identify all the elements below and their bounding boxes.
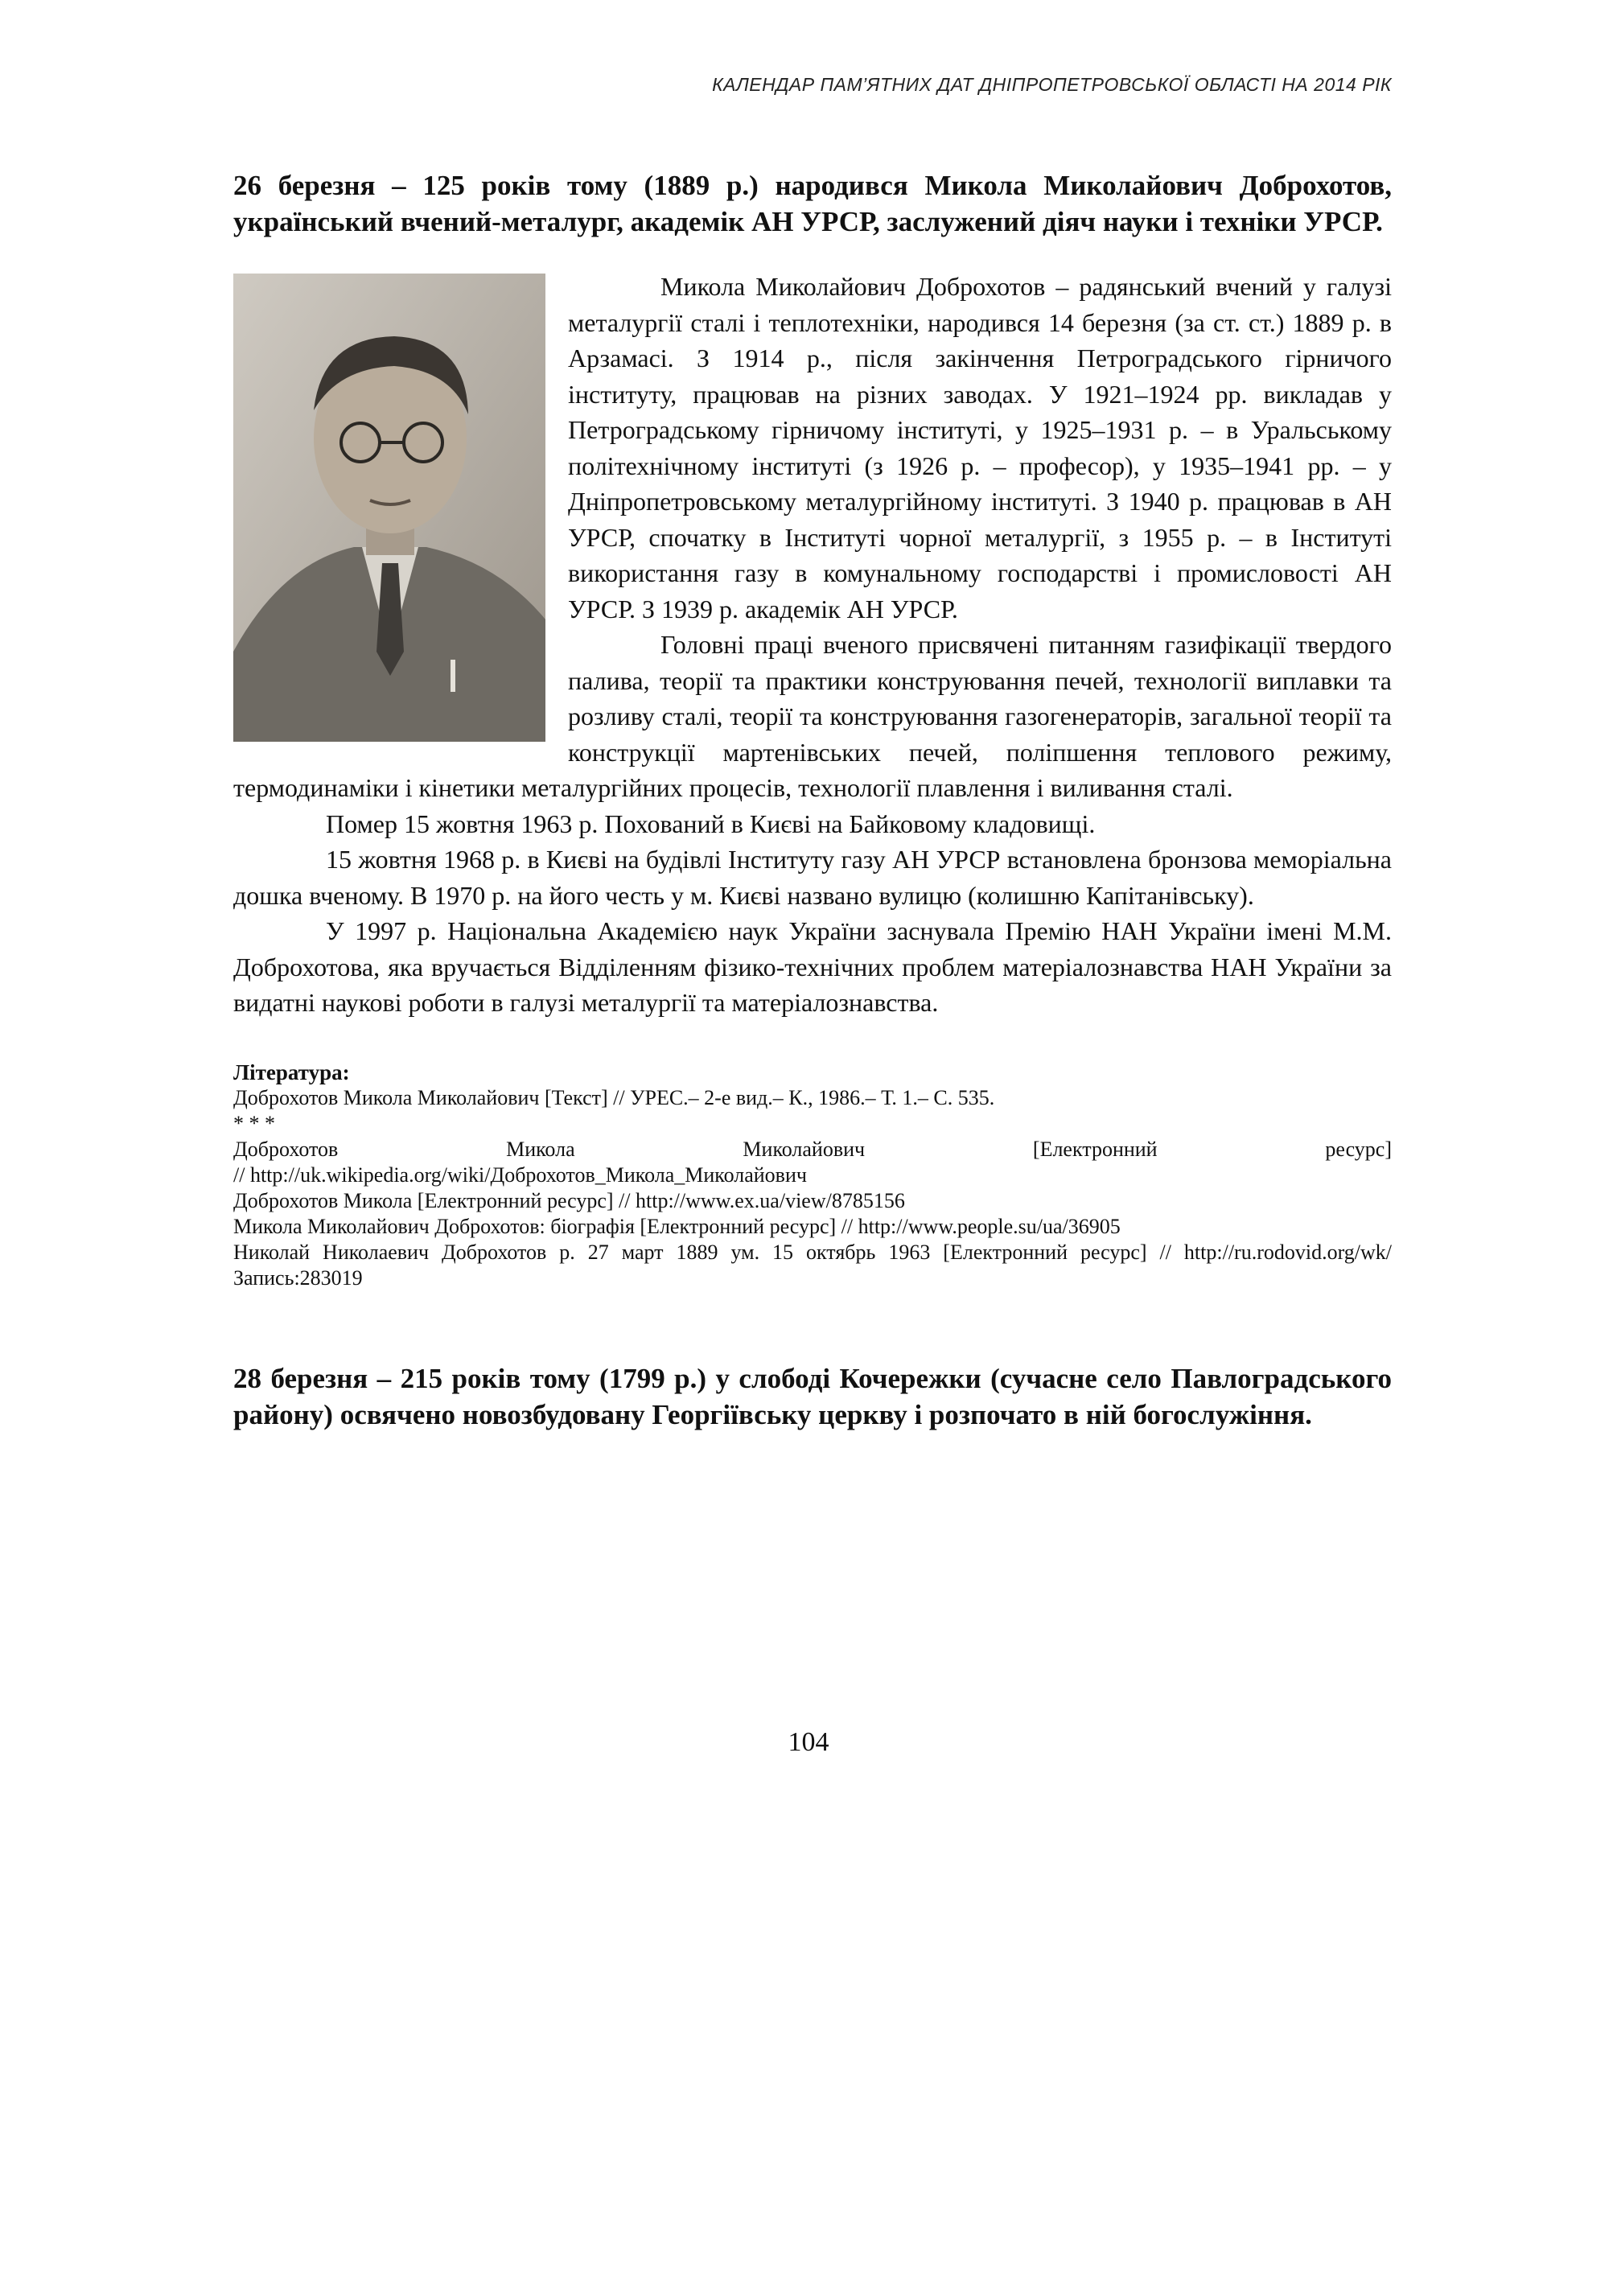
literature-item: Микола Миколайович Доброхотов: біографія [Електронний ресурс] // http://www.people.su/ua/36905: [233, 1214, 1121, 1238]
portrait-photo: [233, 274, 545, 742]
literature-section: [233, 1060, 1392, 1291]
page-number: 104: [788, 1727, 829, 1757]
biography-body: [233, 269, 1392, 1021]
running-header: КАЛЕНДАР ПАМ’ЯТНИХ ДАТ ДНІПРОПЕТРОВСЬКОЇ ОБЛАСТІ НА 2014 РІК: [712, 74, 1392, 95]
event-heading-dobrokhotov: 26 березня – 125 років тому (1889 р.) народився Микола Миколайович Доброхотов, український вчений-металург, академік АН УРСР, заслужений діяч науки і техніки УРСР.: [233, 170, 1392, 237]
portrait-image: [233, 274, 545, 742]
literature-separator: * * *: [233, 1111, 275, 1135]
biography-paragraph-5: У 1997 р. Національна Академією наук України заснувала Премію НАН України імені М.М. Доброхотова, яка вручається Відділенням фізико-технічних проблем матеріалознавства НАН України за видатні наукові роботи в галузі металургії та матеріалознавства.: [233, 916, 1392, 1017]
biography-paragraph-4: 15 жовтня 1968 р. в Києві на будівлі Інституту газу АН УРСР встановлена бронзова меморіальна дошка вченому. В 1970 р. на його честь у м. Києві названо вулицю (колишню Капітанівську).: [233, 845, 1392, 910]
literature-item: Доброхотов Микола Миколайович [Електронний ресурс]: [233, 1137, 1392, 1161]
biography-paragraph-1: Микола Миколайович Доброхотов – радянський вчений у галузі металургії сталі і теплотехніки, народився 14 березня (за ст. ст.) 1889 р. в Арзамасі. З 1914 р., після закінчення Петроградського гірничого інституту, працював на різних заводах. У 1921–1924 рр. викладав у Петроградському гірничому інституті, у 1925–1931 р. – в Уральському політехнічному інституті (з 1926 р. – професор), у 1935–1941 рр. – у Дніпропетровському металургійному інституті. З 1940 р. працював в АН УРСР, спочатку в Інституті чорної металургії, з 1955 р. – в Інституті використання газу в комунальному господарстві і промисловості АН УРСР. З 1939 р. академік АН УРСР.: [568, 272, 1392, 623]
literature-item: Доброхотов Микола Миколайович [Текст] // УРЕС.– 2-е вид.– К., 1986.– Т. 1.– С. 535.: [233, 1085, 995, 1109]
biography-paragraph-3: Помер 15 жовтня 1963 р. Похований в Києві на Байковому кладовищі.: [326, 809, 1096, 838]
event-heading-kocherezhky-church: 28 березня – 215 років тому (1799 р.) у слободі Кочережки (сучасне село Павлоградського району) освячено новозбудовану Георгіївську церкву і розпочато в ній богослужіння.: [233, 1362, 1392, 1430]
literature-item-link: // http://uk.wikipedia.org/wiki/Доброхотов_Микола_Миколайович: [233, 1162, 807, 1187]
page-content: [233, 167, 1392, 1433]
literature-item: Доброхотов Микола [Електронний ресурс] // http://www.ex.ua/view/8785156: [233, 1188, 905, 1212]
literature-item: Николай Николаевич Доброхотов р. 27 март 1889 ум. 15 октябрь 1963 [Електронний ресурс] // http://ru.rodovid.org/wk/Запись:283019: [233, 1240, 1392, 1290]
literature-heading: Література:: [233, 1060, 350, 1084]
biography-paragraph-2: Головні праці вченого присвячені питанням газифікації твердого палива, теорії та практики конструювання печей, технології виплавки та розливу сталі, теорії та конструювання газогенераторів, загальної теорії та конструкції мартенівських печей, поліпшення теплового режиму, термодинаміки і кінетики металургійних процесів, технології плавлення і виливання сталі.: [233, 630, 1392, 802]
